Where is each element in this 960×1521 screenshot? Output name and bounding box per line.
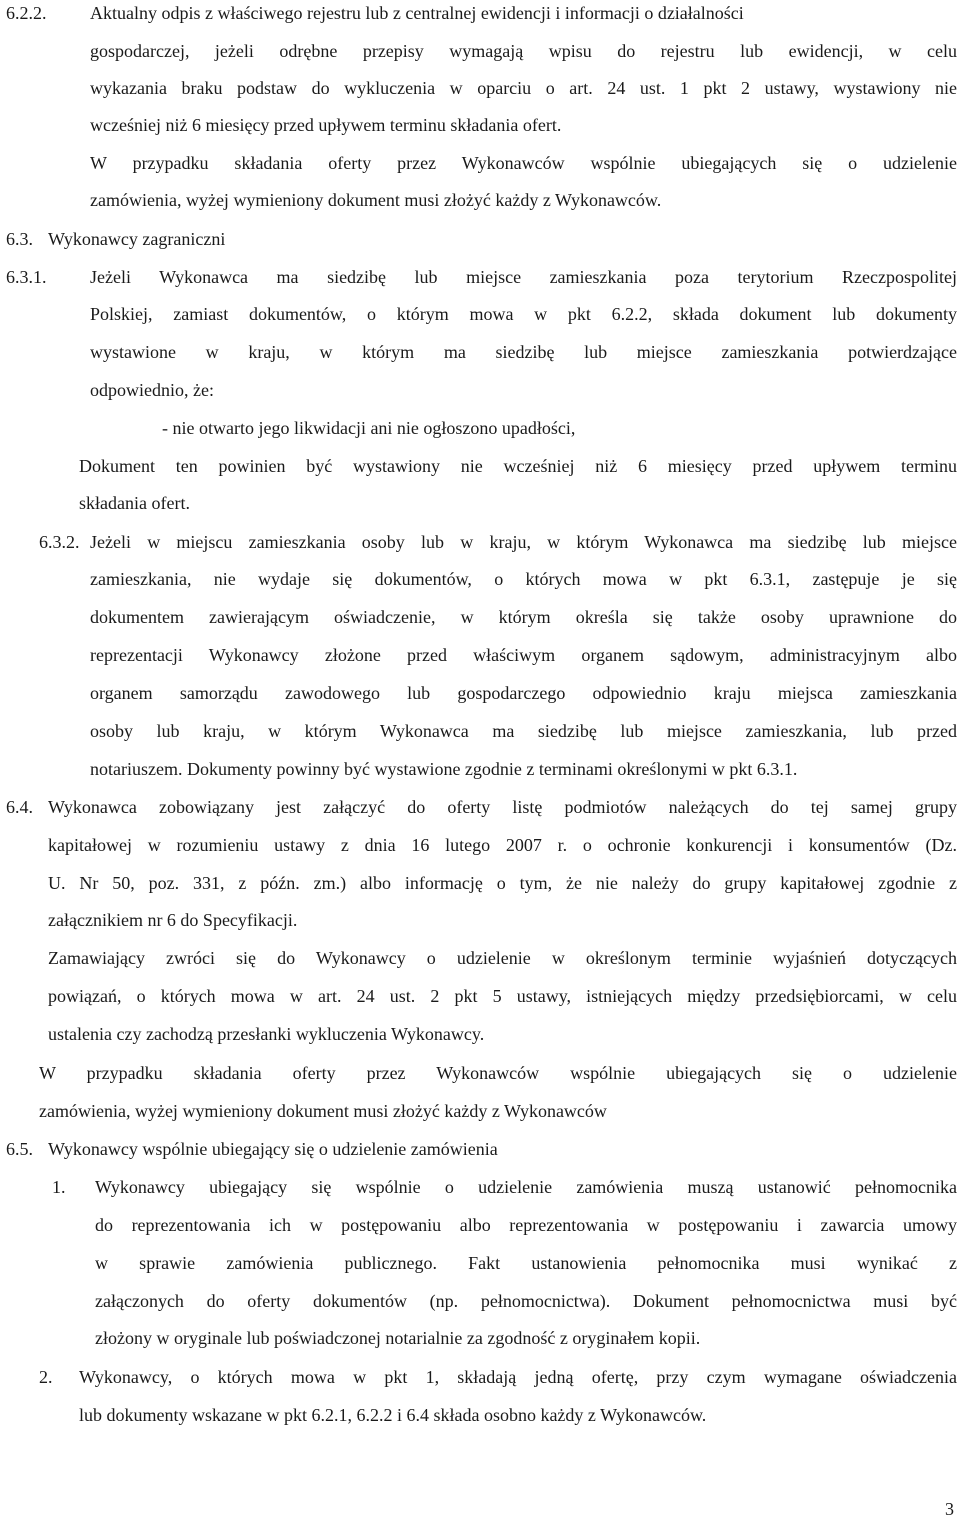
list-item-line: lub dokumenty wskazane w pkt 6.2.1, 6.2.2 i 6.4 składa osobno każdy z Wykonawców. (79, 1405, 707, 1425)
paragraph-line: składania ofert. (79, 493, 190, 513)
paragraph-line: zamówienia, wyżej wymieniony dokument musi złożyć każdy z Wykonawców (39, 1101, 607, 1121)
section-heading: Wykonawcy zagraniczni (48, 229, 226, 249)
paragraph-line: Wykonawca zobowiązany jest załączyć do oferty listę podmiotów należących do tej samej grupy (48, 797, 957, 817)
list-item: - nie otwarto jego likwidacji ani nie ogłoszono upadłości, (162, 418, 576, 438)
paragraph-line: U. Nr 50, poz. 331, z późn. zm.) albo informację o tym, że nie należy do grupy kapitałowej zgodnie z (48, 873, 957, 893)
paragraph-line: zamówienia, wyżej wymieniony dokument musi złożyć każdy z Wykonawców. (90, 190, 662, 210)
paragraph-line: kapitałowej w rozumieniu ustawy z dnia 16 lutego 2007 r. o ochronie konkurencji i konsumentów (Dz. (48, 835, 957, 855)
paragraph-line: gospodarczej, jeżeli odrębne przepisy wymagają wpisu do rejestru lub ewidencji, w celu (90, 41, 957, 61)
paragraph-line: Zamawiający zwróci się do Wykonawcy o udzielenie w określonym terminie wyjaśnień dotyczących (48, 948, 957, 968)
paragraph-line: W przypadku składania oferty przez Wykonawców wspólnie ubiegających się o udzielenie (39, 1063, 957, 1083)
paragraph-line: zamieszkania, nie wydaje się dokumentów, o których mowa w pkt 6.3.1, zastępuje je się (90, 569, 957, 589)
paragraph-line: wcześniej niż 6 miesięcy przed upływem terminu składania ofert. (90, 115, 562, 135)
section-number: 6.3. (6, 229, 33, 249)
section-number: 6.3.1. (6, 267, 47, 287)
paragraph-line: Polskiej, zamiast dokumentów, o którym mowa w pkt 6.2.2, składa dokument lub dokumenty (90, 304, 957, 324)
list-number: 1. (52, 1177, 66, 1197)
paragraph-line: załącznikiem nr 6 do Specyfikacji. (48, 910, 298, 930)
section-number: 6.4. (6, 797, 33, 817)
paragraph-line: odpowiednio, że: (90, 380, 214, 400)
section-number: 6.2.2. (6, 3, 47, 23)
list-item-line: w sprawie zamówienia publicznego. Fakt ustanowienia pełnomocnika musi wynikać z (95, 1253, 957, 1273)
list-item-line: Wykonawcy, o których mowa w pkt 1, składają jedną ofertę, przy czym wymagane oświadczenia (79, 1367, 957, 1387)
paragraph-text: Aktualny odpis z właściwego rejestru lub z centralnej ewidencji i informacji o działalności (90, 3, 744, 23)
section-number: 6.3.2. (39, 532, 80, 552)
paragraph-line: wystawione w kraju, w którym ma siedzibę lub miejsce zamieszkania potwierdzające (90, 342, 957, 362)
paragraph-line: W przypadku składania oferty przez Wykonawców wspólnie ubiegających się o udzielenie (90, 153, 957, 173)
paragraph-line: organem samorządu zawodowego lub gospodarczego odpowiednio kraju miejsca zamieszkania (90, 683, 957, 703)
paragraph-line: wykazania braku podstaw do wykluczenia w oparciu o art. 24 ust. 1 pkt 2 ustawy, wystawiony nie (90, 78, 957, 98)
paragraph-line: Jeżeli w miejscu zamieszkania osoby lub w kraju, w którym Wykonawca ma siedzibę lub miejsce (90, 532, 957, 552)
section-heading: Wykonawcy wspólnie ubiegający się o udzielenie zamówienia (48, 1139, 498, 1159)
page-number: 3 (945, 1499, 954, 1519)
section-number: 6.5. (6, 1139, 33, 1159)
list-item-line: załączonych do oferty dokumentów (np. pełnomocnictwa). Dokument pełnomocnictwa musi być (95, 1291, 957, 1311)
paragraph-line: osoby lub kraju, w którym Wykonawca ma siedzibę lub miejsce zamieszkania, lub przed (90, 721, 957, 741)
list-number: 2. (39, 1367, 53, 1387)
paragraph-line: powiązań, o których mowa w art. 24 ust. 2 pkt 5 ustawy, istniejących między przedsiębiorcami, w celu (48, 986, 957, 1006)
paragraph-line: reprezentacji Wykonawcy złożone przed właściwym organem sądowym, administracyjnym albo (90, 645, 957, 665)
list-item-line: do reprezentowania ich w postępowaniu albo reprezentowania w postępowaniu i zawarcia umowy (95, 1215, 957, 1235)
paragraph-line: Dokument ten powinien być wystawiony nie wcześniej niż 6 miesięcy przed upływem terminu (79, 456, 957, 476)
paragraph-line: dokumentem zawierającym oświadczenie, w którym określa się także osoby uprawnione do (90, 607, 957, 627)
list-item-line: złożony w oryginale lub poświadczonej notarialnie za zgodność z oryginałem kopii. (95, 1328, 701, 1348)
paragraph-line (90, 2, 957, 24)
paragraph-line: ustalenia czy zachodzą przesłanki wykluczenia Wykonawcy. (48, 1024, 485, 1044)
list-item-line: Wykonawcy ubiegający się wspólnie o udzielenie zamówienia muszą ustanowić pełnomocnika (95, 1177, 957, 1197)
paragraph-line: Jeżeli Wykonawca ma siedzibę lub miejsce zamieszkania poza terytorium Rzeczpospolitej (90, 267, 957, 287)
paragraph-line: notariuszem. Dokumenty powinny być wystawione zgodnie z terminami określonymi w pkt 6.3.1. (90, 759, 798, 779)
